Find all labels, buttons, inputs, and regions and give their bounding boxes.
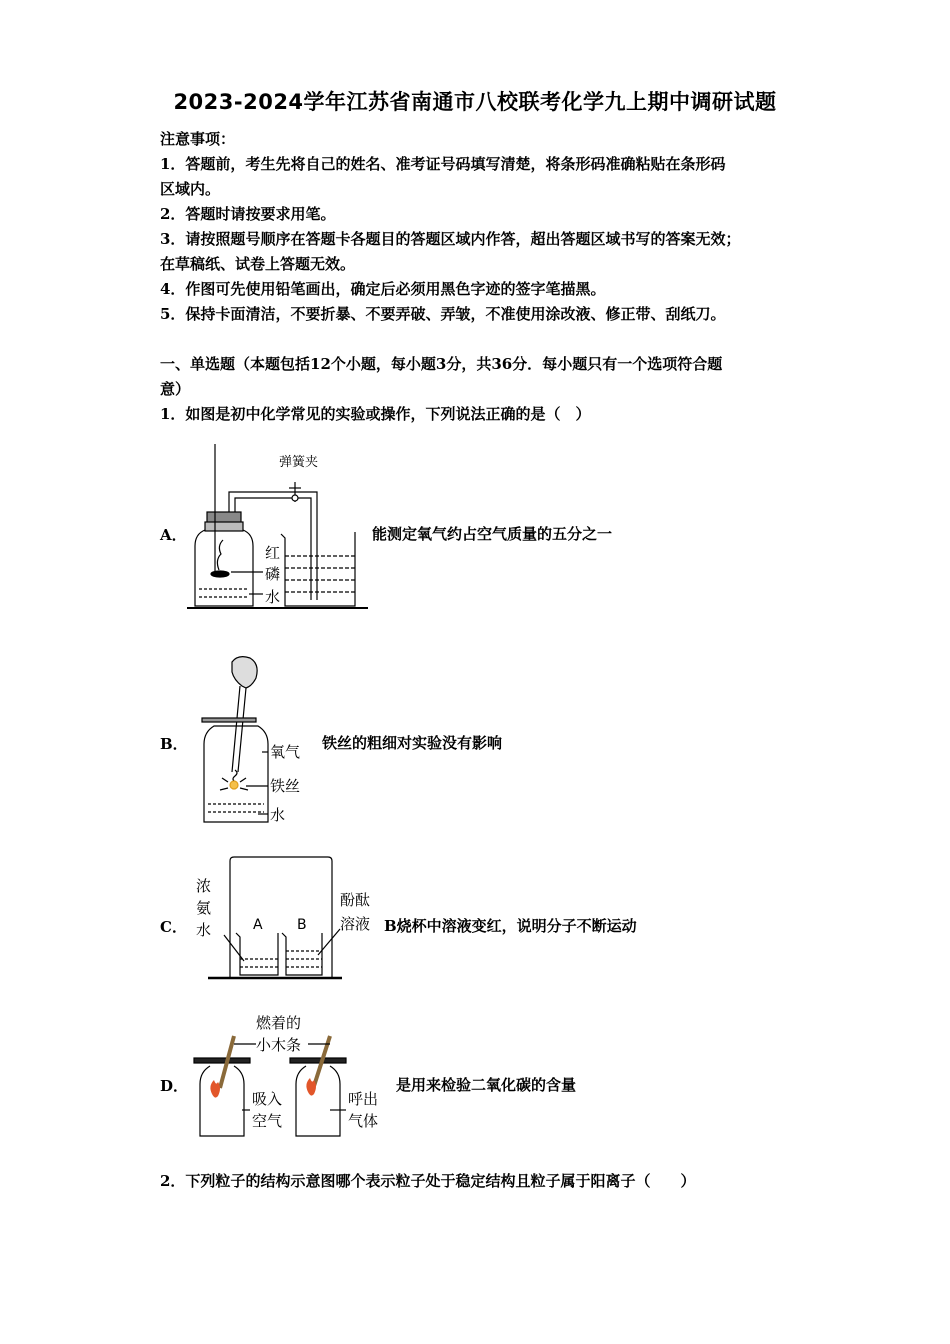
figure-c-molecule-diffusion [190, 855, 385, 983]
label-red-phosphorus-2: 磷 [265, 565, 281, 583]
option-b-label: B． [160, 735, 188, 753]
option-a-label: A． [160, 526, 187, 544]
label-exhaled-2: 气体 [348, 1112, 379, 1130]
label-water-b: 水 [270, 806, 286, 824]
figure-a-phosphorus-apparatus [185, 442, 370, 612]
label-phenolphthalein-1: 酚酞 [340, 891, 371, 909]
figure-d-breath-test [190, 1010, 395, 1142]
label-water-a: 水 [265, 588, 281, 606]
note-line-1: 1．答题前，考生先将自己的姓名、准考证号码填写清楚，将条形码准确粘贴在条形码 [160, 155, 726, 173]
label-burning-2: 小木条 [256, 1036, 302, 1054]
label-inhaled-1: 吸入 [252, 1090, 283, 1108]
option-d-text: 是用来检验二氧化碳的含量 [396, 1076, 577, 1094]
figure-b-iron-wire-burning [198, 652, 318, 828]
note-line-7: 5．保持卡面清洁，不要折暴、不要弄破、弄皱，不准使用涂改液、修正带、刮纸刀。 [160, 305, 726, 323]
option-c-text: B烧杯中溶液变红，说明分子不断运动 [384, 917, 637, 935]
label-oxygen: 氧气 [270, 743, 301, 761]
label-beaker-b: B [297, 917, 307, 933]
label-iron-wire: 铁丝 [270, 777, 301, 795]
label-phenolphthalein-2: 溶液 [340, 915, 371, 933]
label-red-phosphorus-1: 红 [265, 544, 281, 562]
question-1-stem: 1．如图是初中化学常见的实验或操作，下列说法正确的是（ ） [160, 405, 591, 423]
option-c-label: C． [160, 918, 187, 936]
notes-heading: 注意事项： [160, 130, 236, 148]
label-ammonia-1: 浓 [196, 877, 212, 895]
note-line-3: 2．答题时请按要求用笔。 [160, 205, 336, 223]
page-title: 2023-2024学年江苏省南通市八校联考化学九上期中调研试题 [173, 90, 777, 114]
note-line-5: 在草稿纸、试卷上答题无效。 [160, 255, 356, 273]
label-spring-clamp: 弹簧夹 [279, 455, 319, 470]
label-ammonia-2: 氨 [196, 899, 212, 917]
section-heading-line-2: 意） [160, 380, 191, 398]
note-line-4: 3．请按照题号顺序在答题卡各题目的答题区域内作答，超出答题区域书写的答案无效； [160, 230, 741, 248]
note-line-6: 4．作图可先使用铅笔画出，确定后必须用黑色字迹的签字笔描黑。 [160, 280, 606, 298]
option-a-text: 能测定氧气约占空气质量的五分之一 [372, 525, 613, 543]
label-burning-1: 燃着的 [256, 1014, 302, 1032]
option-b-text: 铁丝的粗细对实验没有影响 [322, 734, 503, 752]
label-inhaled-2: 空气 [252, 1112, 283, 1130]
section-heading-line-1: 一、单选题（本题包括12个小题，每小题3分，共36分．每小题只有一个选项符合题 [160, 355, 723, 373]
label-beaker-a: A [253, 917, 263, 933]
note-line-2: 区域内。 [160, 180, 221, 198]
label-exhaled-1: 呼出 [348, 1090, 379, 1108]
question-2-stem: 2．下列粒子的结构示意图哪个表示粒子处于稳定结构且粒子属于阳离子（ ） [160, 1172, 696, 1190]
option-d-label: D． [160, 1077, 189, 1095]
label-ammonia-3: 水 [196, 921, 212, 939]
